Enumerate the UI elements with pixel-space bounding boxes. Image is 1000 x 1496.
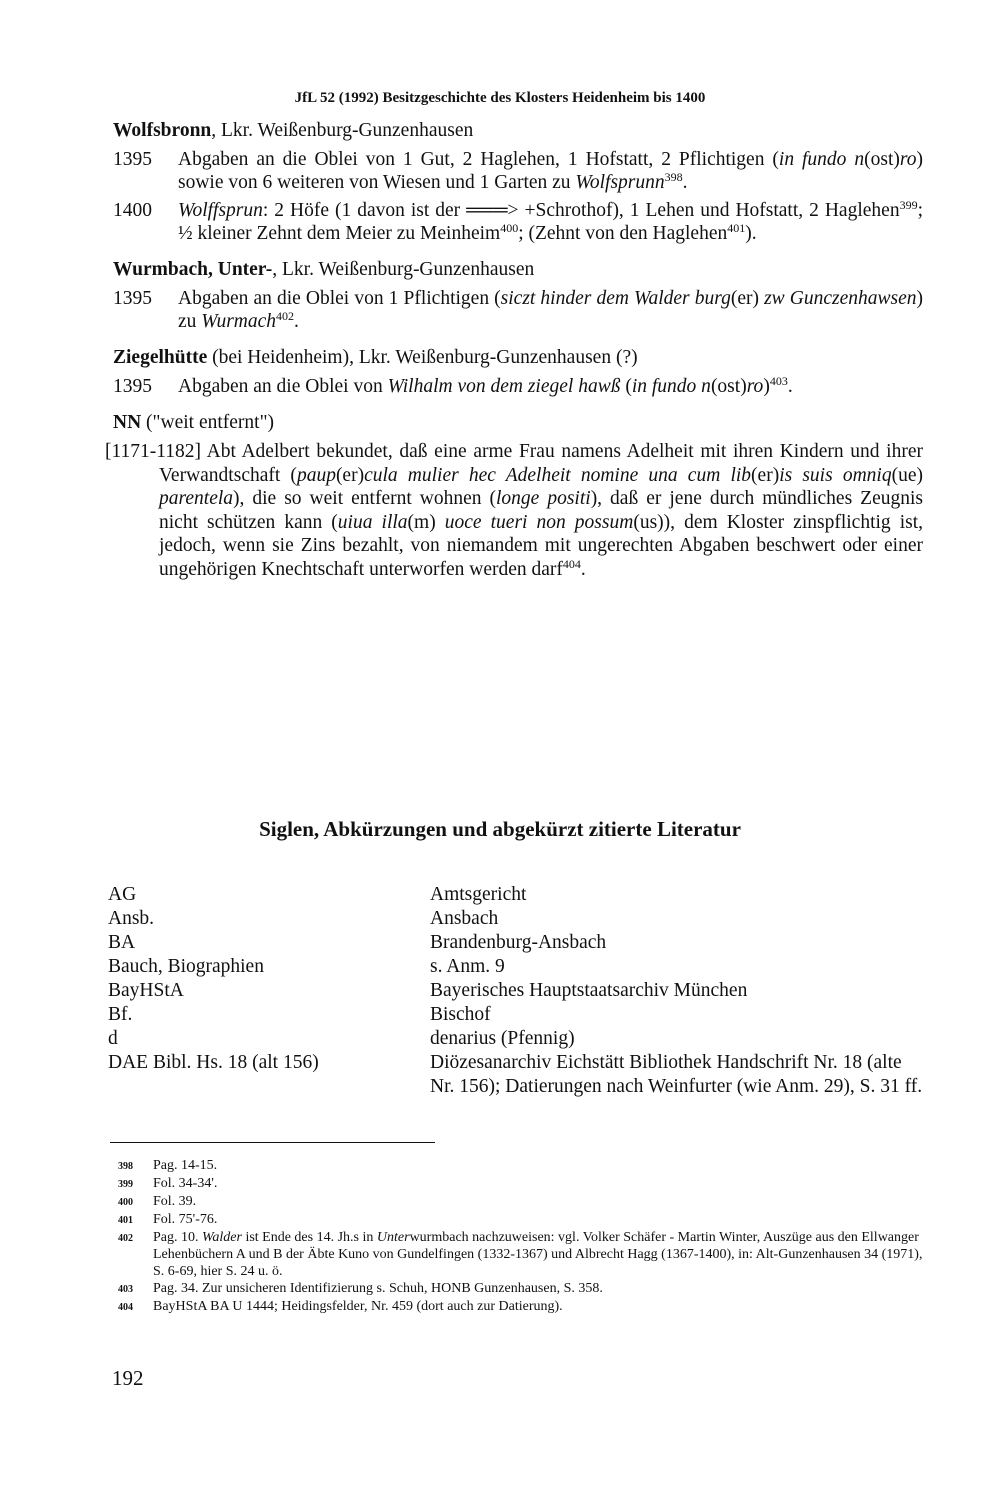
record-entry bbox=[113, 199, 923, 245]
place-heading bbox=[113, 345, 923, 370]
text-run: Pag. 14-15. bbox=[153, 1158, 218, 1173]
text-run: (ost) bbox=[710, 376, 747, 397]
place-name: Wurmbach, Unter- bbox=[113, 259, 273, 280]
abbreviation-row bbox=[108, 907, 923, 931]
record-text bbox=[178, 287, 923, 333]
footnote-text bbox=[153, 1157, 923, 1175]
footnote-text bbox=[153, 1229, 923, 1280]
abbreviation-row bbox=[108, 883, 923, 907]
text-run: (ue) bbox=[891, 464, 923, 486]
italic-quote: uoce tueri non possum bbox=[444, 511, 634, 533]
text-run: ) zu bbox=[178, 288, 923, 332]
text-run: (er) bbox=[730, 288, 765, 309]
place-district: , Lkr. Weißenburg-Gunzenhausen bbox=[272, 259, 535, 280]
footnote-ref: 399 bbox=[899, 198, 918, 212]
record-year: 1395 bbox=[113, 288, 152, 309]
record-text bbox=[178, 375, 923, 398]
place-heading bbox=[113, 257, 923, 282]
abbreviation-key: Bf. bbox=[108, 1004, 133, 1025]
text-run: Fol. 39. bbox=[153, 1194, 197, 1209]
text-run: wurmbach nachzuweisen: vgl. Volker Schäfer - Martin Winter, Auszüge aus den Ellwanger Lehenbüchern A und B der Äbte Kuno von Gundelfingen (1332-1367) und Albrecht Hagg (1367-1400), in: Alt-Gunzenhausen 34 (1971), S. 6-69, hier S. 24 u. ö. bbox=[153, 1230, 923, 1279]
entries-list bbox=[105, 118, 924, 593]
text-run: ; ½ kleiner Zehnt dem Meier zu Meinheim bbox=[178, 200, 923, 244]
footnote-number: 402 bbox=[118, 1233, 133, 1244]
section-title: Siglen, Abkürzungen und abgekürzt zitierte Literatur bbox=[259, 817, 741, 841]
italic-quote: ro bbox=[899, 149, 917, 170]
text-run: (er) bbox=[335, 464, 365, 486]
abbreviation-key: AG bbox=[108, 884, 137, 905]
text-run: Pag. 10. bbox=[153, 1230, 202, 1245]
footnote-number: 403 bbox=[118, 1284, 133, 1295]
text-run: . bbox=[787, 376, 793, 397]
footnote-text bbox=[153, 1211, 923, 1229]
italic-quote: cula mulier hec Adelheit nomine una cum lib bbox=[364, 464, 752, 486]
footnote-number: 398 bbox=[118, 1161, 133, 1172]
record-year: [1171-1182] bbox=[105, 441, 202, 462]
abbreviation-row bbox=[108, 955, 923, 979]
abbreviations-table bbox=[108, 883, 923, 1099]
text-run: Abgaben an die Oblei von 1 Gut, 2 Haglehen, 1 Hofstatt, 2 Pflichtigen ( bbox=[178, 149, 779, 170]
place-district: ("weit entfernt") bbox=[141, 412, 275, 433]
page-number: 192 bbox=[112, 1366, 144, 1390]
text-run: Fol. 34-34'. bbox=[153, 1176, 218, 1191]
italic-quote: Wolffsprun bbox=[178, 200, 263, 221]
place-heading bbox=[113, 410, 923, 435]
place-district: (bei Heidenheim), Lkr. Weißenburg-Gunzenhausen (?) bbox=[207, 347, 638, 368]
footnote-text bbox=[153, 1175, 923, 1193]
place-name: Ziegelhütte bbox=[113, 347, 208, 368]
place-heading bbox=[113, 118, 923, 143]
record-text bbox=[105, 440, 923, 581]
footnote-ref: 404 bbox=[562, 556, 581, 571]
text-run: (us)), dem Kloster zinspflichtig ist, jedoch, wenn sie Zins bezahlt, von niemandem mit ungerechten Abgaben beschwert oder einer ungehörigen Knechtschaft unterworfen werden darf bbox=[159, 511, 924, 580]
footnote bbox=[118, 1157, 923, 1175]
text-run: : 2 Höfe (1 davon ist der ═══> +Schrothof), 1 Lehen und Hofstatt, 2 Haglehen bbox=[262, 200, 900, 221]
text-run: (er) bbox=[751, 464, 780, 486]
footnote-ref: 401 bbox=[727, 221, 746, 235]
record-text bbox=[178, 148, 923, 194]
abbreviation-row bbox=[108, 1051, 923, 1099]
abbreviation-value: Ansbach bbox=[430, 908, 499, 929]
abbreviation-row bbox=[108, 979, 923, 1003]
abbreviation-key: d bbox=[108, 1028, 118, 1049]
text-run: Pag. 34. Zur unsicheren Identifizierung s. Schuh, HONB Gunzenhausen, S. 358. bbox=[153, 1281, 603, 1296]
abbreviation-key: BA bbox=[108, 932, 136, 953]
record-year: 1400 bbox=[113, 200, 152, 221]
italic-quote: Wurmach bbox=[201, 311, 277, 332]
footnote bbox=[118, 1280, 923, 1298]
text-run: . bbox=[580, 558, 586, 580]
abbreviation-row bbox=[108, 1027, 923, 1051]
text-run: ). bbox=[745, 223, 757, 244]
abbreviation-key: Ansb. bbox=[108, 908, 155, 929]
record-entry bbox=[113, 375, 923, 398]
place-district: , Lkr. Weißenburg-Gunzenhausen bbox=[211, 120, 474, 141]
text-run: . bbox=[682, 172, 688, 193]
italic-quote: Wilhalm von dem ziegel hawß bbox=[387, 376, 621, 397]
abbreviation-value: Amtsgericht bbox=[430, 884, 527, 905]
abbreviation-value: Bayerisches Hauptstaatsarchiv München bbox=[430, 980, 748, 1001]
italic-quote: siczt hinder dem Walder burg bbox=[500, 288, 731, 309]
text-run: Abgaben an die Oblei von 1 Pflichtigen ( bbox=[178, 288, 501, 309]
footnote-number: 399 bbox=[118, 1179, 133, 1190]
text-run: Abt Adelbert bekundet, daß eine arme Frau namens Adelheit mit ihren Kindern und ihrer Verwandtschaft ( bbox=[159, 441, 923, 486]
text-run: ), die so weit entfernt wohnen ( bbox=[233, 488, 497, 509]
place-entry bbox=[113, 118, 923, 245]
abbreviation-value: s. Anm. 9 bbox=[430, 956, 505, 977]
footnote-ref: 402 bbox=[276, 309, 295, 323]
footnotes bbox=[118, 1157, 923, 1316]
italic-quote: ro bbox=[746, 376, 764, 397]
text-run: Abgaben an die Oblei von bbox=[178, 376, 388, 397]
place-entry bbox=[113, 345, 923, 398]
italic-quote: is suis omniq bbox=[779, 464, 892, 486]
running-head: JfL 52 (1992) Besitzgeschichte des Klosters Heidenheim bis 1400 bbox=[294, 90, 706, 106]
italic-quote: Unter bbox=[376, 1230, 410, 1245]
italic-quote: paup bbox=[296, 464, 336, 486]
record-text bbox=[178, 199, 923, 245]
text-run: (ost) bbox=[864, 149, 900, 170]
footnote-text bbox=[153, 1280, 923, 1298]
footnote-number: 404 bbox=[118, 1302, 133, 1313]
record-year: 1395 bbox=[113, 149, 152, 170]
italic-quote: zw Gunczenhawsen bbox=[764, 288, 917, 309]
footnote bbox=[118, 1193, 923, 1211]
abbreviation-value: Diözesanarchiv Eichstätt Bibliothek Handschrift Nr. 18 (alte Nr. 156); Datierungen nach Weinfurter (wie Anm. 29), S. 31 ff. bbox=[430, 1052, 923, 1097]
italic-quote: uiua illa bbox=[337, 511, 408, 533]
italic-quote: in fundo n bbox=[778, 149, 865, 170]
footnote bbox=[118, 1211, 923, 1229]
footnote-number: 400 bbox=[118, 1197, 133, 1208]
text-run: ) sowie von 6 weiteren von Wiesen und 1 Garten zu bbox=[178, 149, 923, 193]
text-run: . bbox=[294, 311, 299, 332]
abbreviation-row bbox=[108, 1003, 923, 1027]
place-name: NN bbox=[113, 412, 142, 433]
text-run: ( bbox=[620, 376, 632, 397]
place-entry bbox=[105, 410, 924, 581]
footnote-rule bbox=[110, 1142, 435, 1143]
place-entry bbox=[113, 257, 923, 333]
text-run: ist Ende des 14. Jh.s in bbox=[241, 1230, 377, 1245]
footnote bbox=[118, 1229, 923, 1280]
italic-quote: in fundo n bbox=[631, 376, 711, 397]
abbreviation-value: Bischof bbox=[430, 1004, 491, 1025]
footnote bbox=[118, 1175, 923, 1193]
text-run: BayHStA BA U 1444; Heidingsfelder, Nr. 459 (dort auch zur Datierung). bbox=[153, 1299, 563, 1314]
footnote-ref: 400 bbox=[500, 221, 519, 235]
abbreviation-row bbox=[108, 931, 923, 955]
footnote-text bbox=[153, 1298, 923, 1316]
abbreviation-key: Bauch, Biographien bbox=[108, 956, 264, 977]
abbreviation-key: BayHStA bbox=[108, 980, 184, 1001]
footnote-text bbox=[153, 1193, 923, 1211]
record-entry bbox=[113, 287, 923, 333]
abbreviation-value: Brandenburg-Ansbach bbox=[430, 932, 607, 953]
place-name: Wolfsbronn bbox=[113, 120, 212, 141]
abbreviation-value: denarius (Pfennig) bbox=[430, 1028, 575, 1049]
text-run: (m) bbox=[407, 511, 445, 533]
text-run: ), daß er jene durch mündliches Zeugnis nicht schützen kann ( bbox=[159, 488, 923, 533]
italic-quote: longe positi bbox=[496, 488, 591, 509]
italic-quote: Walder bbox=[202, 1230, 242, 1245]
record-year: 1395 bbox=[113, 376, 152, 397]
footnote-ref: 398 bbox=[664, 170, 683, 184]
footnote bbox=[118, 1298, 923, 1316]
footnote-ref: 403 bbox=[769, 374, 788, 388]
text-run: Fol. 75'-76. bbox=[153, 1212, 218, 1227]
abbreviation-key: DAE Bibl. Hs. 18 (alt 156) bbox=[108, 1052, 319, 1073]
italic-quote: parentela bbox=[159, 488, 234, 509]
text-run: ; (Zehnt von den Haglehen bbox=[518, 223, 728, 244]
italic-quote: Wolfsprunn bbox=[575, 172, 665, 193]
record-entry bbox=[113, 148, 923, 194]
footnote-number: 401 bbox=[118, 1215, 133, 1226]
text-run: ) bbox=[763, 376, 770, 397]
